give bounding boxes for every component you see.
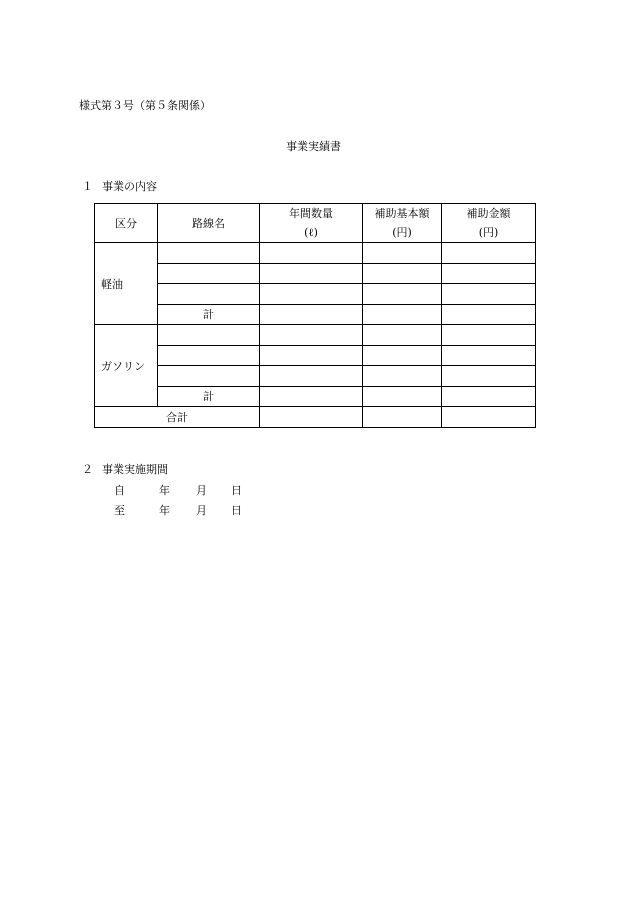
table-row	[95, 304, 536, 325]
gasoline-subtotal-label: 計	[158, 386, 260, 407]
quantity-cell	[260, 263, 363, 284]
route-cell	[158, 325, 260, 346]
quantity-cell	[260, 284, 363, 305]
header-category: 区分	[95, 204, 158, 243]
subsidy-amount-cell	[442, 243, 536, 264]
period-to-label: 至	[114, 504, 125, 517]
section-2-number: ２	[82, 463, 93, 476]
section-2-heading	[82, 461, 168, 477]
route-cell	[158, 243, 260, 264]
route-cell	[158, 284, 260, 305]
header-annual-quantity-unit: (ℓ)	[304, 226, 318, 239]
route-cell	[158, 263, 260, 284]
route-cell	[158, 345, 260, 366]
diesel-subtotal-label: 計	[158, 304, 260, 325]
category-diesel: 軽油	[95, 243, 158, 325]
route-cell	[158, 366, 260, 387]
subsidy-amount-cell	[442, 366, 536, 387]
period-to-month: 月	[196, 504, 207, 517]
base-amount-cell	[363, 345, 442, 366]
base-amount-cell	[363, 407, 442, 428]
quantity-cell	[260, 325, 363, 346]
header-base-amount	[363, 204, 442, 243]
table-row	[95, 284, 536, 305]
base-amount-cell	[363, 386, 442, 407]
quantity-cell	[260, 345, 363, 366]
period-from-month: 月	[196, 484, 207, 497]
category-gasoline: ガソリン	[95, 325, 158, 407]
performance-table	[94, 203, 536, 428]
header-base-amount-unit: (円)	[392, 226, 412, 239]
period-from-year: 年	[159, 484, 170, 497]
base-amount-cell	[363, 366, 442, 387]
table-row	[95, 325, 536, 346]
table-header-row	[95, 204, 536, 243]
header-subsidy-amount-label: 補助金額	[466, 207, 511, 220]
total-row	[95, 407, 536, 428]
subsidy-amount-cell	[442, 325, 536, 346]
base-amount-cell	[363, 284, 442, 305]
table-row	[95, 366, 536, 387]
document-title: 事業実績書	[286, 140, 341, 153]
header-base-amount-label: 補助基本額	[374, 207, 430, 220]
header-subsidy-amount	[442, 204, 536, 243]
subsidy-amount-cell	[442, 263, 536, 284]
subsidy-amount-cell	[442, 284, 536, 305]
section-1-heading	[82, 178, 157, 194]
quantity-cell	[260, 407, 363, 428]
table-row	[95, 243, 536, 264]
table-row	[95, 263, 536, 284]
subsidy-amount-cell	[442, 407, 536, 428]
header-annual-quantity-label: 年間数量	[289, 207, 333, 220]
header-subsidy-amount-unit: (円)	[478, 226, 499, 239]
base-amount-cell	[363, 325, 442, 346]
table-row	[95, 386, 536, 407]
quantity-cell	[260, 304, 363, 325]
quantity-cell	[260, 243, 363, 264]
section-2-title: 事業実施期間	[102, 463, 168, 476]
period-from-label: 自	[114, 484, 125, 497]
table-row	[95, 345, 536, 366]
period-to-year: 年	[159, 504, 170, 517]
base-amount-cell	[363, 263, 442, 284]
quantity-cell	[260, 386, 363, 407]
base-amount-cell	[363, 243, 442, 264]
header-route-name: 路線名	[158, 204, 260, 243]
header-annual-quantity	[260, 204, 363, 243]
total-label: 合計	[95, 407, 260, 428]
form-number: 様式第３号（第５条関係）	[79, 99, 211, 112]
subsidy-amount-cell	[442, 304, 536, 325]
subsidy-amount-cell	[442, 386, 536, 407]
period-to-day: 日	[231, 504, 242, 517]
section-1-number: １	[82, 180, 93, 193]
subsidy-amount-cell	[442, 345, 536, 366]
base-amount-cell	[363, 304, 442, 325]
quantity-cell	[260, 366, 363, 387]
period-from-day: 日	[231, 484, 242, 497]
section-1-title: 事業の内容	[102, 180, 157, 193]
